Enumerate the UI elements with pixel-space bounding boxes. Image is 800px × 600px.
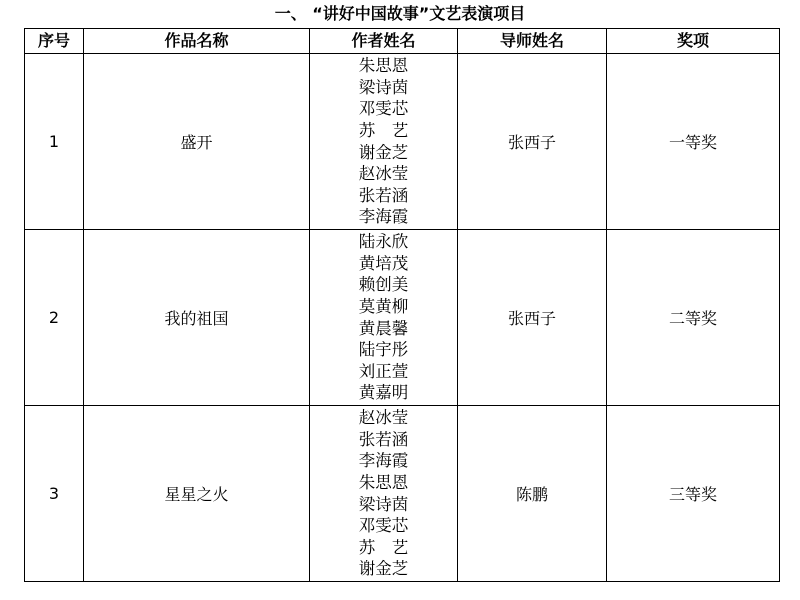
author-name: 谢金芝: [358, 142, 409, 162]
author-list: [310, 231, 457, 404]
row-award: 一等奖: [607, 54, 780, 230]
document-title: 一、 “讲好中国故事”文艺表演项目: [274, 4, 526, 23]
row-work-title: 我的祖国: [84, 230, 310, 406]
table-row: [25, 406, 780, 582]
author-list: [310, 55, 457, 228]
author-name: 谢金芝: [358, 559, 409, 579]
author-name: 刘正萱: [358, 361, 409, 381]
header-authors: 作者姓名: [310, 29, 458, 54]
author-name: 陆永欣: [358, 232, 409, 252]
row-index: 3: [25, 406, 84, 582]
row-authors: [310, 406, 458, 582]
author-name: 苏 艺: [358, 537, 409, 557]
author-list: [310, 407, 457, 580]
author-name: 李海霞: [358, 207, 409, 227]
author-name: 梁诗茵: [358, 494, 409, 514]
row-award: 二等奖: [607, 230, 780, 406]
row-mentor: 张西子: [458, 54, 607, 230]
author-name: 朱思恩: [358, 472, 409, 492]
author-name: 黄晨馨: [358, 318, 409, 338]
author-name: 张若涵: [358, 185, 409, 205]
author-name: 赵冰莹: [358, 164, 409, 184]
table-row: [25, 230, 780, 406]
row-work-title: 盛开: [84, 54, 310, 230]
author-name: 梁诗茵: [358, 77, 409, 97]
author-name: 邓雯芯: [358, 99, 409, 119]
author-name: 李海霞: [358, 451, 409, 471]
author-name: 邓雯芯: [358, 516, 409, 536]
author-name: 苏 艺: [358, 120, 409, 140]
row-index: 2: [25, 230, 84, 406]
author-name: 陆宇彤: [358, 340, 409, 360]
row-authors: [310, 54, 458, 230]
row-award: 三等奖: [607, 406, 780, 582]
author-name: 朱思恩: [358, 56, 409, 76]
table-header-row: [25, 29, 780, 54]
author-name: 莫黄柳: [358, 296, 409, 316]
row-mentor: 张西子: [458, 230, 607, 406]
author-name: 黄嘉明: [358, 383, 409, 403]
table-row: [25, 54, 780, 230]
author-name: 张若涵: [358, 429, 409, 449]
row-mentor: 陈鹏: [458, 406, 607, 582]
row-work-title: 星星之火: [84, 406, 310, 582]
author-name: 赵冰莹: [358, 408, 409, 428]
author-name: 赖创美: [358, 275, 409, 295]
row-index: 1: [25, 54, 84, 230]
author-name: 黄培茂: [358, 253, 409, 273]
header-index: 序号: [25, 29, 84, 54]
awards-table: [24, 28, 780, 582]
header-award: 奖项: [607, 29, 780, 54]
header-mentor: 导师姓名: [458, 29, 607, 54]
row-authors: [310, 230, 458, 406]
header-work-title: 作品名称: [84, 29, 310, 54]
